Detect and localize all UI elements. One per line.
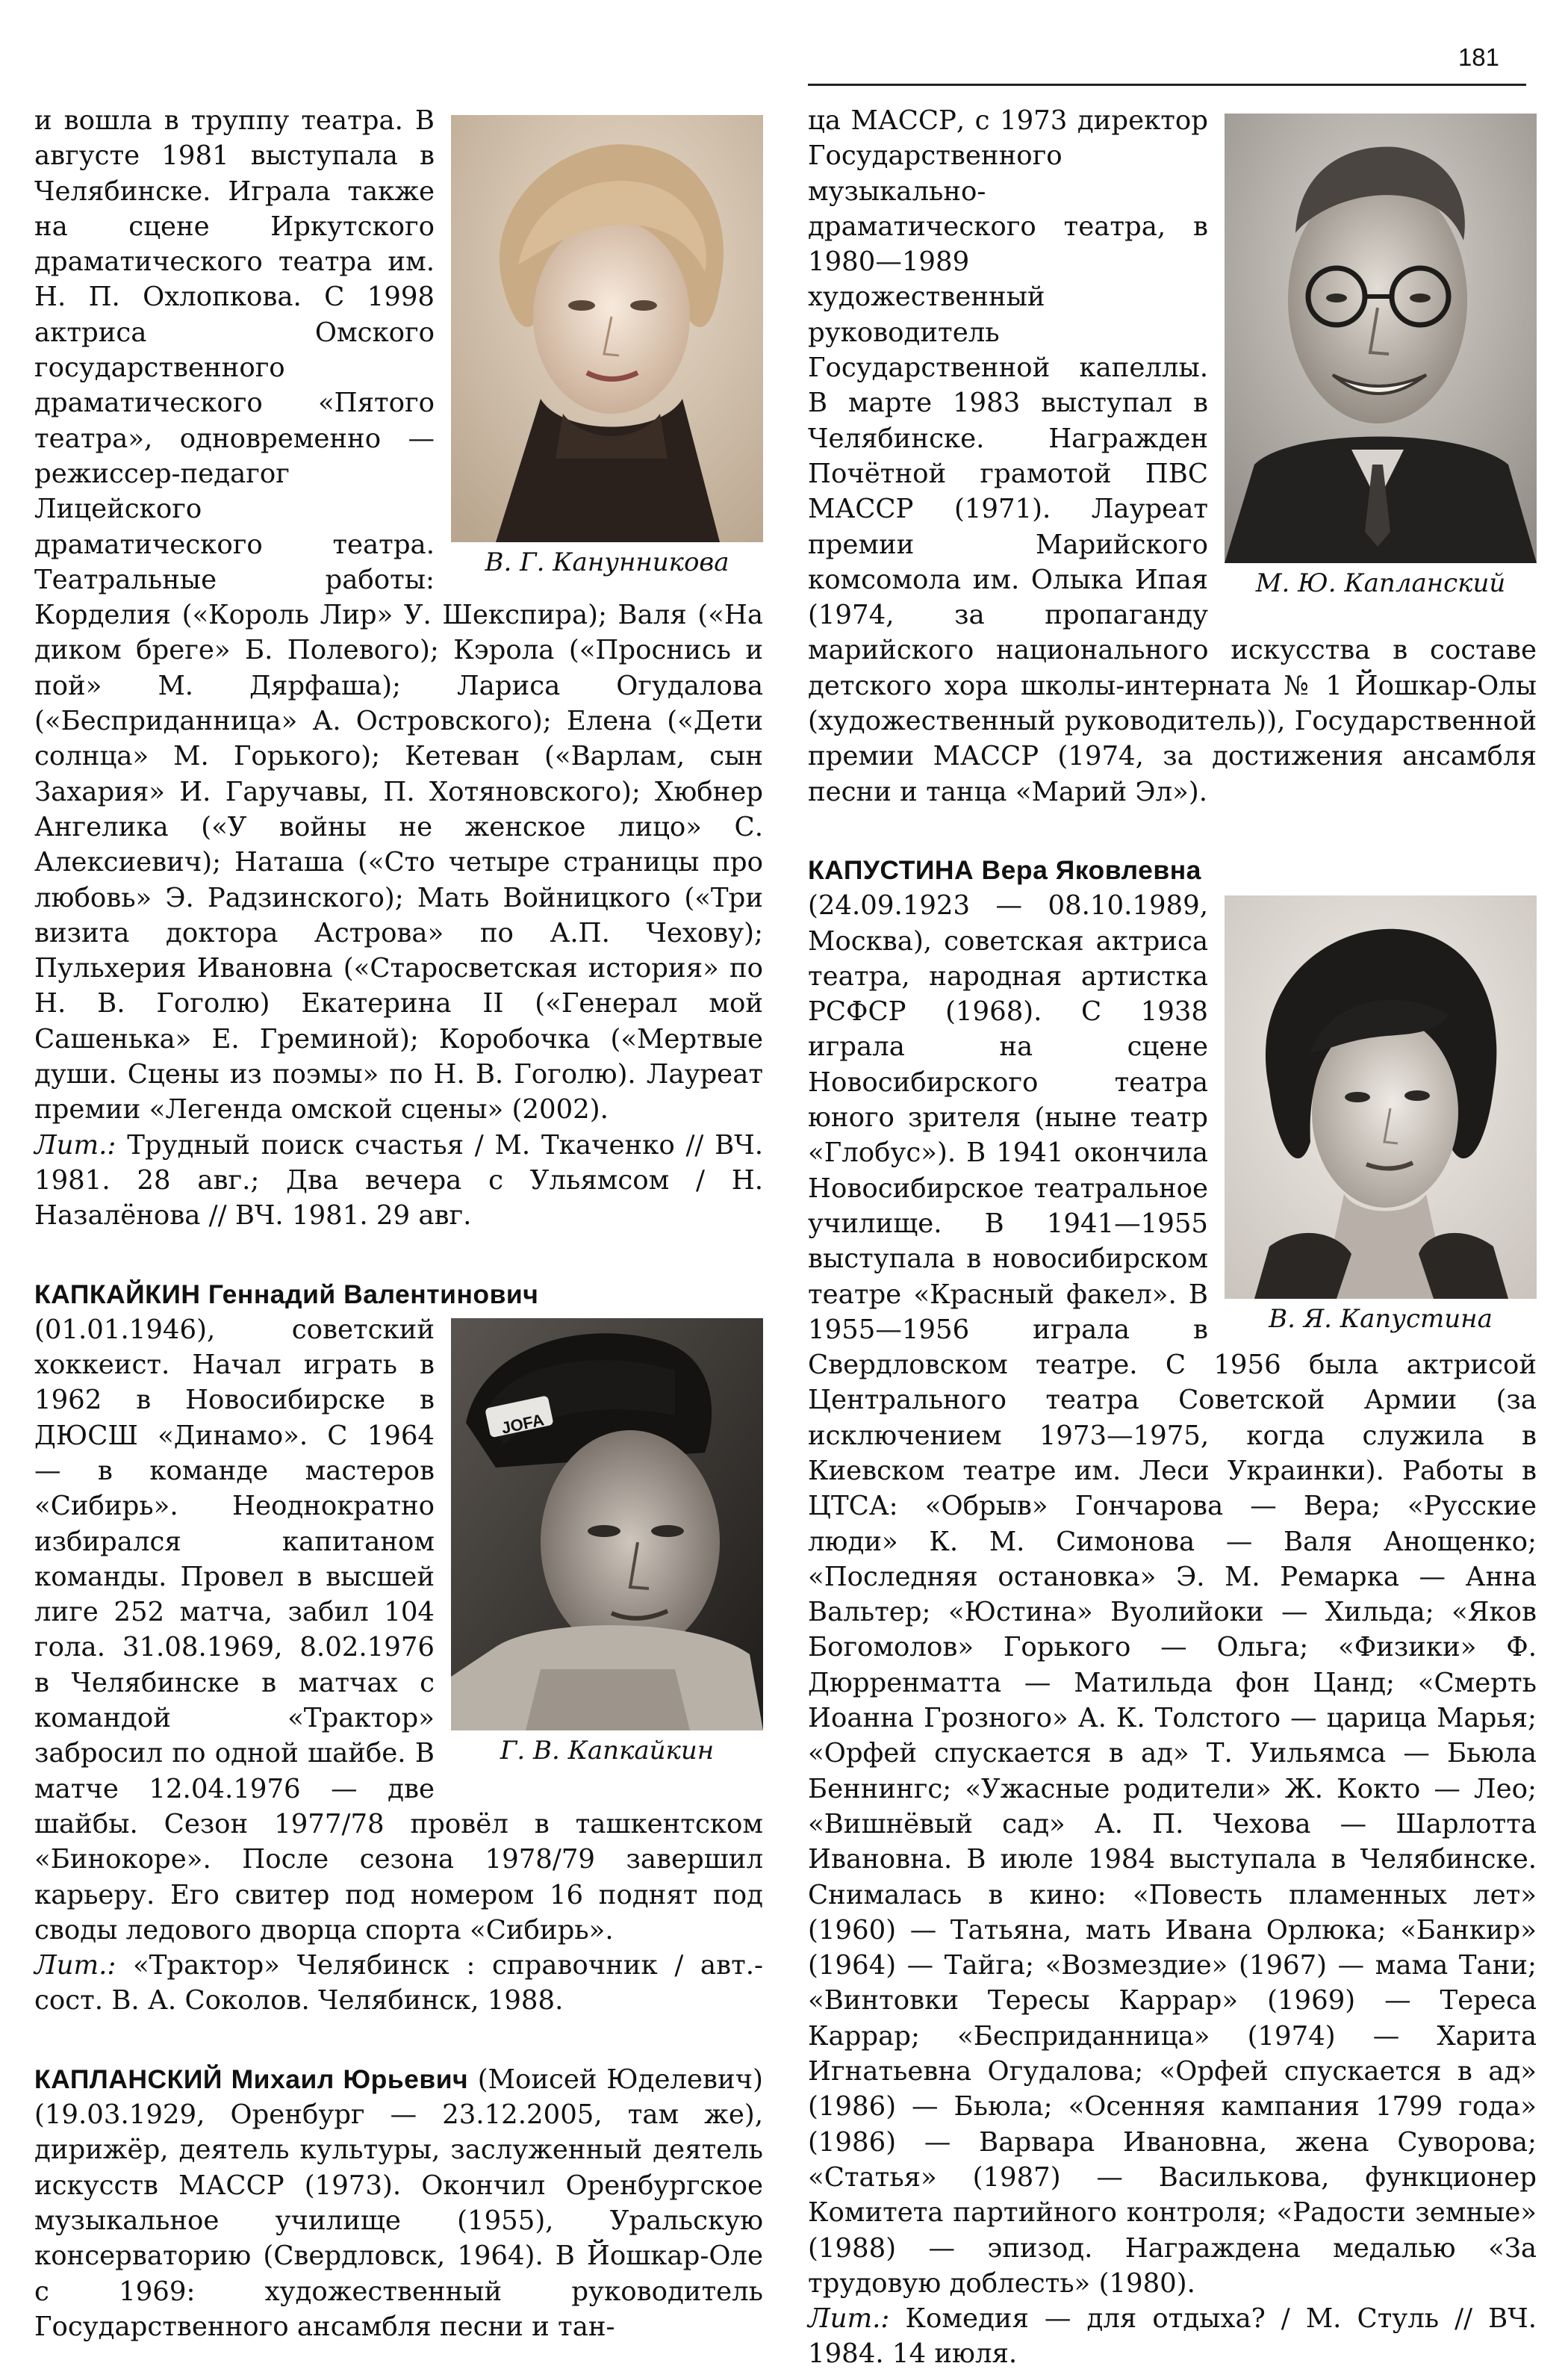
caption-kapustina: В. Я. Капустина: [1269, 1304, 1493, 1335]
headword-kapkaikin: КАПКАЙКИН Геннадий Валентинович: [34, 1279, 539, 1309]
entry-continued-text: и вошла в труппу театра. В августе 1981 выступала в Челябинске. Играла также на сцене Иркутского драматического театра им. Н. П. Охлопкова. С 1998 актриса Омского государственного драматического «Пятого театра», одновременно — режиссер-педагог Лицейского драматического театра. Театральные работы: Корделия («Король Лир» У. Шекспира); Валя («На диком бреге» Б. Полевого); Кэрола («Проснись и пой» М. Дярфаша); Лариса Огудалова («Бесприданница» А. Островского); Елена («Дети солнца» М. Горького); Кетеван («Варлам, сын Захария» И. Гаручавы, П. Хотяновского); Хюбнер Ангелика («У войны не женское лицо» С. Алексиевич); Наташа («Сто четыре страницы про любовь» Э. Радзинского); Мать Войницкого («Три визита доктора Астрова» по А.П. Чехову); Пульхерия Ивановна («Старосветская история» по Н. В. Гоголю) Екатерина II («Генерал мой Сашенька» Е. Греминой); Коробочка («Мертвые души. Сцены из поэмы» по Н. В. Гоголю). Лауреат премии «Легенда омской сцены» (2002).: [34, 105, 763, 1126]
figure-kapustina: [1225, 895, 1537, 1336]
entry-kapkaikin-text: (01.01.1946), советский хоккеист. Начал играть в 1962 в Новосибирске в ДЮСШ «Динамо». С 1964 — в команде мастеров «Сибирь». Неоднократно избирался капитаном команды. Провел в высшей лиге 252 матча, забил 104 гола. 31.08.1969, 8.02.1976 в Челябинске в матчах с командой «Трактор» забросил по одной шайбе. В матче 12.04.1976 — две шайбы. Сезон 1977/78 провёл в ташкентском «Бинокоре». После сезона 1978/79 завершил карьеру. Его свитер под номером 16 поднят под своды ледового дворца спорта «Сибирь».: [34, 1314, 763, 1946]
page-number: 181: [1457, 43, 1499, 71]
portrait-kanunnikova: [451, 115, 763, 542]
entry-kaplansky: КАПЛАНСКИЙ Михаил Юрьевич (Моисей Юделевич) (19.03.1929, Оренбург — 23.12.2005, там же), дирижёр, деятель культуры, заслуженный деятель искусств МАССР (1973). Окончил Оренбургское музыкальное училище (1955), Уральскую консерваторию (Свердловск, 1964). В Йошкар-Оле с 1969: художественный руководитель Государственного ансамбля песни и тан-: [34, 2064, 763, 2342]
entry-kapustina-head: [808, 853, 1537, 888]
portrait-kaplansky: [1225, 114, 1537, 563]
entry-kapustina-lit: Лит.: Комедия — для отдыха? / М. Стуль // ВЧ. 1984. 14 июля.: [808, 2303, 1537, 2370]
headword-kapustina: КАПУСТИНА Вера Яковлевна: [808, 854, 1201, 885]
figure-kanunnikova: [451, 115, 763, 580]
caption-kaplansky: М. Ю. Капланский: [1255, 568, 1506, 598]
entry-kapustina-text: (24.09.1923 — 08.10.1989, Москва), советская актриса театра, народная артистка РСФСР (1968). С 1938 играла на сцене Новосибирского театра юного зрителя (ныне театр «Глобус»). В 1941 окончила Новосибирское театральное училище. В 1941—1955 выступала в новосибирском театре «Красный факел». В 1955—1956 играла в Свердловском театре. С 1956 была актрисой Центрального театра Советской Армии (за исключением 1973—1975, когда служила в Киевском театре им. Леси Украинки). Работы в ЦТСА: «Обрыв» Гончарова — Вера; «Русские люди» К. М. Симонова — Валя Анощенко; «Последняя остановка» Э. М. Ремарка — Анна Вальтер; «Юстина» Вуолийоки — Хильда; «Яков Богомолов» Горького — Ольга; «Физики» Ф. Дюрренматта — Матильда фон Цанд; «Смерть Иоанна Грозного» А. К. Толстого — царица Марья; «Орфей спускается в ад» Т. Уильямса — Бьюла Беннингс; «Ужасные родители» Ж. Кокто — Лео; «Вишнёвый сад» А. П. Чехова — Шарлотта Ивановна. В июле 1984 выступала в Челябинске. Снималась в кино: «Повесть пламенных лет» (1960) — Татьяна, мать Ивана Орлюка; «Банкир» (1964) — Тайга; «Возмездие» (1967) — мама Тани; «Винтовки Тересы Каррар» (1969) — Тереса Каррар; «Бесприданница» (1974) — Харита Игнатьевна Огудалова; «Орфей спускается в ад» (1986) — Бьюла; «Осенняя кампания 1799 года» (1986) — Варвара Ивановна, жена Суворова; «Статья» (1987) — Василькова, функционер Комитета партийного контроля; «Радости земные» (1988) — эпизод. Награждена медалью «За трудовую доблесть» (1980).: [808, 890, 1537, 2299]
portrait-kapkaikin: [451, 1318, 763, 1730]
caption-kanunnikova: В. Г. Канунникова: [485, 547, 729, 577]
figure-kapkaikin: [451, 1318, 763, 1768]
caption-kapkaikin: Г. В. Капкайкин: [500, 1735, 715, 1766]
figure-kaplansky: [1225, 114, 1537, 600]
entry-kapkaikin-lit: Лит.: «Трактор» Челябинск : справочник / авт.-сост. В. А. Соколов. Челябинск, 1988.: [34, 1950, 763, 2016]
entry-kapkaikin-head: [34, 1277, 763, 1312]
portrait-kapustina: [1225, 895, 1537, 1299]
header-rule: [808, 84, 1526, 86]
entry-continued-lit: Лит.: Трудный поиск счастья / М. Ткаченко // ВЧ. 1981. 28 авг.; Два вечера с Ульямсом / Н. Назалёнова // ВЧ. 1981. 29 авг.: [34, 1129, 763, 1232]
left-column: [34, 103, 763, 2344]
headword-kaplansky: КАПЛАНСКИЙ Михаил Юрьевич: [34, 2064, 469, 2094]
entry-kaplansky-continued: ца МАССР, с 1973 директор Государственного музыкально-драматического театра, в 1980—1989 художественный руководитель Государственной капеллы. В марте 1983 выступал в Челябинске. Награжден Почётной грамотой ПВС МАССР (1971). Лауреат премии Марийского комсомола им. Олыка Ипая (1974, за пропаганду марийского национального искусства в составе детского хора школы-интерната № 1 Йошкар-Олы (художественный руководитель)), Государственной премии МАССР (1974, за достижения ансамбля песни и танца «Марий Эл»).: [808, 105, 1537, 807]
jofa-helmet-logo: JOFA: [500, 1410, 546, 1438]
right-column: [808, 103, 1537, 2372]
